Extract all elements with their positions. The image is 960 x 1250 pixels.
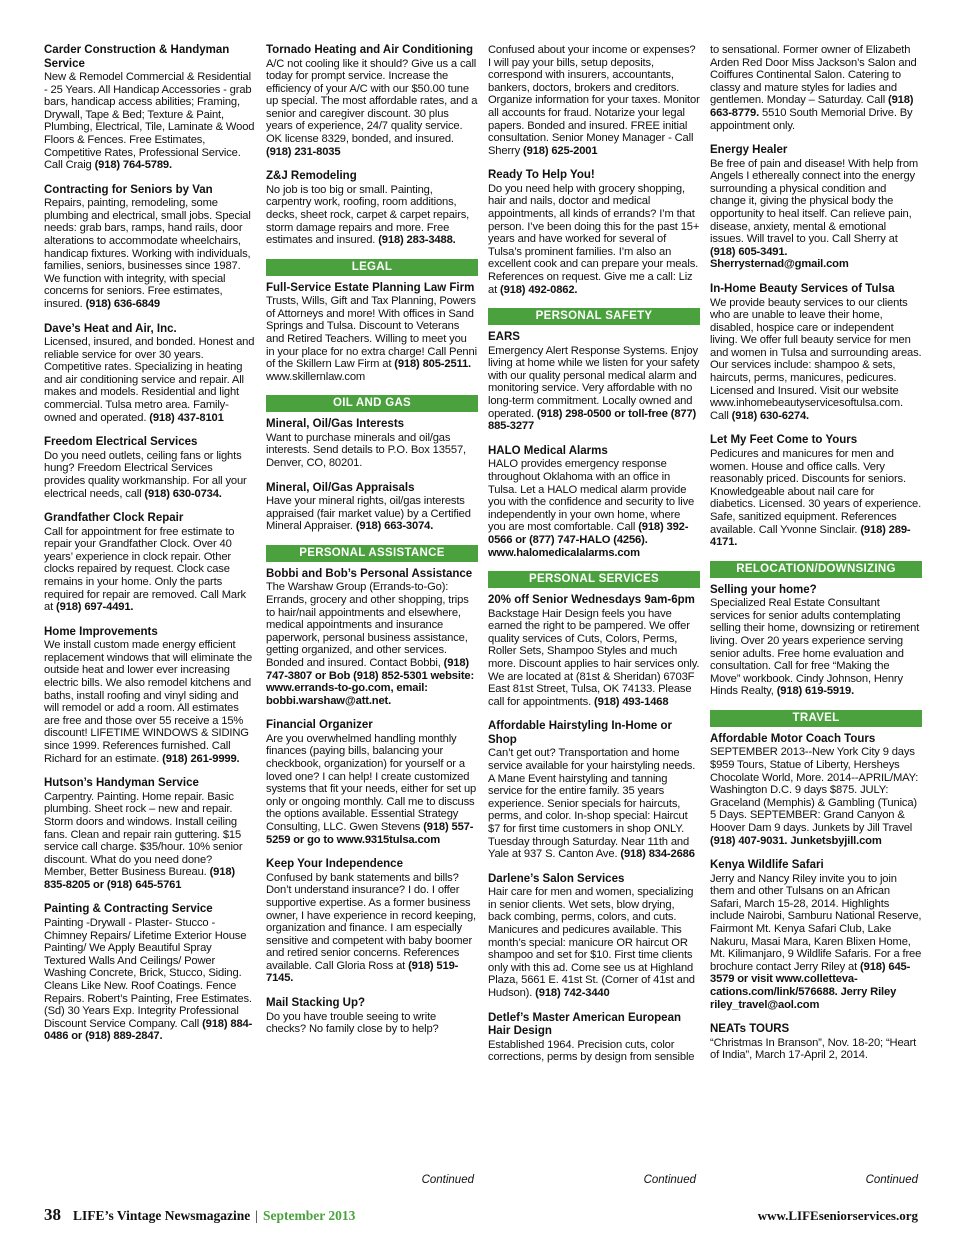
ad-extra: 5510 South Memorial Drive. By appointment only. <box>710 106 913 132</box>
classified-ad <box>44 903 256 1042</box>
classified-ad <box>710 859 922 1011</box>
ad-text: Trusts, Wills, Gift and Tax Planning, Powers of Attorneys and more! With offices in Sand Springs and Tulsa. Discount to Veterans and Retired Teachers. Willing to meet you in your place for no extra charge! Call Penni of the Skillern Law Firm at <box>266 295 477 371</box>
ad-body <box>710 597 922 698</box>
ad-contact: (918) 407-9031. Junketsbyjill.com <box>710 834 882 847</box>
ad-contact: (918) 834-2686 <box>620 848 695 861</box>
classified-ad <box>44 184 256 311</box>
classified-ad <box>710 144 922 271</box>
ad-contact: (918) 261-9999. <box>162 752 240 765</box>
issue-date: September 2013 <box>262 1208 356 1223</box>
ad-contact: (918) 231-8035 <box>266 145 341 158</box>
classified-ad <box>488 873 700 1000</box>
ad-title: Ready To Help You! <box>488 169 595 182</box>
ad-title: EARS <box>488 331 520 344</box>
ad-body <box>44 336 256 424</box>
ad-body <box>44 917 256 1043</box>
classified-ad <box>44 777 256 891</box>
ad-title: Mineral, Oil/Gas Interests <box>266 418 405 431</box>
ad-body <box>44 450 256 500</box>
category-header: OIL AND GAS <box>266 395 478 412</box>
ad-text: Emergency Alert Response Systems. Enjoy living at home while we listen for your safety with our quality personal medical alarm and monitoring service. Very affordable with no long-term commitment. Locally owned and operated. <box>488 344 700 420</box>
ad-text: Specialized Real Estate Consultant services for senior adults contemplating selling their home, downsizing or retirement living. Over 20 years experience serving senior adults. Free home evaluation and consultation. Call for free “Making the Move” workbook. Cindy Johnson, Henry Hinds Realty, <box>710 597 920 698</box>
category-header: LEGAL <box>266 259 478 276</box>
ad-text: Painting -Drywall - Plaster- Stucco - Chimney Repairs/ Lifetime Exterior House Painting/ We Apply Beautiful Spray Textured Walls And Ceilings/ Power Washing Concrete, Brick, Stucco, Siding. Cleans Like New. Roof Coatings. Fence Repairs. Robert’s Painting, Free Estimates. (Sd) 30 Years Exp. Integrity Professional Discount Service Company. Call <box>44 916 252 1030</box>
ad-extra: www.skillernlaw.com <box>266 370 366 383</box>
ad-body <box>710 1037 922 1062</box>
ad-text: Have your mineral rights, oil/gas interests appraised (fair market value) by a Certified Mineral Appraiser. <box>266 495 471 533</box>
ad-text: Want to purchase minerals and oil/gas interests. Send details to P.O. Box 13557, Denver, CO, 80201. <box>266 431 466 470</box>
page-footer <box>44 1205 918 1227</box>
ad-text: New & Remodel Commercial & Residential - 25 Years. All Handicap Accessories - grab bars, handicap access abilities; Framing, Drywall, Tape & Bed; Texture & Paint, Plumbing, Electrical, Tile, Laminate & Wood Floors & Fences. Free Estimates, Competitive Rates, Professional Service. Call Craig <box>44 71 255 172</box>
ad-body <box>488 183 700 296</box>
ad-text: Carpentry. Painting. Home repair. Basic plumbing. Sheet rock – new and repair. Storm doors and windows. Install ceiling fans. Clean and repair rain guttering. $15 service call charge. $35/hour. 10% senior discount. What do you need done? Member, Better Business Bureau. <box>44 790 243 879</box>
ad-title: Keep Your Independence <box>266 858 403 871</box>
ad-text: Jerry and Nancy Riley invite you to join them and other Tulsans on an African Safari, March 15-28, 2014. Highlights include Nairobi, Samburu National Reserve, Fairmont Mt. Kenya Safari Club, Lake Nakuru, Masai Mara, Karen Blixen Home, Mt. Kilimanjaro, 9 Wildlife Safaris. For a free brochure contact Jerry Riley at <box>710 872 922 973</box>
ad-body <box>488 458 700 559</box>
ad-contact: (918) 557-5259 or go to www.9315tulsa.com <box>266 821 474 846</box>
ad-contact: (918) 437-8101 <box>149 411 224 424</box>
category-header: PERSONAL SERVICES <box>488 571 700 588</box>
website-link[interactable]: www.LIFEseniorservices.org <box>757 1208 918 1223</box>
ad-title: NEATs TOURS <box>710 1023 790 1036</box>
classified-ad <box>710 733 922 847</box>
classified-ad <box>266 170 478 246</box>
ad-contact: (918) 298-0500 or toll-free (877) 885-3277 <box>488 407 697 433</box>
column-3 <box>488 44 700 1186</box>
ad-contact: (918) 289-4171. <box>710 523 911 549</box>
ad-contact: (918) 697-4491. <box>56 601 134 614</box>
ad-contact: (918) 625-2001 <box>523 144 598 157</box>
ad-contact: (918) 884-0486 or (918) 889-2847. <box>44 1017 253 1043</box>
ad-body <box>710 297 922 423</box>
ad-contact: (918) 630-6274. <box>731 409 810 422</box>
ad-body <box>488 608 700 709</box>
ad-title: In-Home Beauty Services of Tulsa <box>710 283 895 295</box>
classified-ad <box>266 568 478 707</box>
ad-text: Pedicures and manicures for men and women. House and office calls. Very reasonably priced. Discounts for seniors. Knowledgeable about nail care for diabetics. Licensed. 30 years of experience. Safe, sanitized equipment. References available. Call Yvonne Sinclair. <box>710 447 922 536</box>
ad-text: No job is too big or small. Painting, carpentry work, roofing, room additions, decks, sheet rock, carpet & carpet repairs, storm damage repairs and more. Free estimates and insured. <box>266 183 470 247</box>
ad-text: Do you have trouble seeing to write checks? No family close by to help? <box>266 1010 439 1036</box>
ad-title: Kenya Wildlife Safari <box>710 859 824 872</box>
ad-contact: (918) 519-7145. <box>266 959 459 985</box>
ad-title: Detlef’s Master American European Hair Design <box>488 1011 682 1038</box>
ad-contact: (918) 630-0734. <box>144 487 222 500</box>
ad-contact: (918) 805-2511. <box>394 358 471 371</box>
ad-contact: (918) 663-8779. <box>710 94 914 119</box>
ad-text: HALO provides emergency response throughout Oklahoma with an office in Tulsa. Let a HALO medical alarm provide you with the confidence and security to live independently in your own home, where you are most comfortable. Call <box>488 458 695 534</box>
ad-body <box>266 733 478 846</box>
ad-text: Established 1964. Precision cuts, color corrections, perms by design from sensible <box>488 1038 695 1064</box>
ad-body <box>266 295 478 383</box>
ad-body <box>488 747 700 860</box>
ad-text: A/C not cooling like it should? Give us a call today for prompt service. Increase the efficiency of your A/C with our $50.00 tune up special. The most affordable rates, and a senior and caregiver discount. 30 plus years of experience, 24/7 quality service. OK license 8329, bonded, and insured. <box>266 57 478 146</box>
ad-contact: (918) 636-6849 <box>85 298 160 310</box>
continued-label: Continued <box>643 1174 696 1186</box>
ad-title: Financial Organizer <box>266 719 373 732</box>
column-4 <box>710 44 922 1186</box>
classified-ad <box>488 331 700 433</box>
ad-title: Freedom Electrical Services <box>44 436 198 449</box>
ad-text: Can’t get out? Transportation and home service available for your hairstyling needs. A Mane Event hairstyling and tanning service for the entire family. 35 years experience. Senior specials for haircuts, perms, and color. In-shop special: Haircut $7 for first time customers in shop ONLY. Tuesday through Saturday. Near 11th and Yale at 937 S. Canton Ave. <box>488 747 696 861</box>
classified-ad <box>710 1023 922 1062</box>
ad-body <box>266 1011 478 1036</box>
ad-text: Confused by bank statements and bills? Don’t understand insurance? I do. I offer supportive expertise. As a former business owner, I have experience in record keeping, organization and finance. I am especially sensitive and competent with baby boomer and retired senior concerns. References available. Call Gloria Ross at <box>266 871 476 972</box>
classified-ad <box>488 445 700 559</box>
classified-ad <box>44 512 256 614</box>
ad-body <box>266 184 478 247</box>
ad-text: The Warshaw Group (Errands-to-Go): Errands, grocery and other shopping, trips to hair/nail appointments and elsewhere, medical appointments and insurance paperwork, personal business assistance, getting organized, and other services. Bonded and insured. Contact Bobbi, <box>266 581 469 669</box>
ad-contact: (918) 283-3488. <box>378 234 456 247</box>
ad-body <box>266 58 478 159</box>
ad-body <box>710 158 922 271</box>
ad-body <box>44 526 256 614</box>
ad-contact: (918) 747-3807 or Bob (918) 852-5301 website: www.errands-to-go.com, email: bobbi.warshaw@att.net. <box>266 657 475 707</box>
ad-title: Affordable Motor Coach Tours <box>710 732 876 745</box>
ad-body <box>266 872 478 985</box>
ad-body <box>710 873 922 1012</box>
classified-ad <box>44 44 256 172</box>
ad-contact: (918) 742-3440 <box>535 986 610 999</box>
ad-title: Dave’s Heat and Air, Inc. <box>44 322 177 335</box>
ad-body <box>44 639 256 765</box>
classified-ad <box>710 584 922 698</box>
ad-title: Home Improvements <box>44 625 158 638</box>
ad-text: We provide beauty services to our clients who are unable to leave their home, disabled, hospice care or independent living. We offer full beauty service for men and women in Tulsa and surrounding areas. Our services include: shampoo & sets, haircuts, perms, manicures, pedicures. Licensed and Insured. Visit our website www.inhomebeautyservicesoftulsa.com. Call <box>710 296 922 422</box>
ad-text: Do you need help with grocery shopping, hair and nails, doctor and medical appointments, all kinds of errands? I’m that person. I’ve been doing this for the past 15+ years and have worked for several of Tulsa’s prominent families. I’m also an excellent cook and can prepare your meals. References on request. Give me a call: Liz at <box>488 182 700 296</box>
classified-ad <box>488 44 700 157</box>
ad-text: Be free of pain and disease! With help from Angels I ethereally connect into the energy surrounding a physical condition and change it, giving the physical body the opportunity to heal itself. Can relieve pain, disease, anxiety, mental & emotional issues. Will travel to you. Call Sherry at <box>710 157 919 246</box>
classified-ad <box>710 283 922 422</box>
ad-text: Repairs, painting, remodeling, some plumbing and electrical, small jobs. Special needs: grab bars, ramps, hand rails, door alterations to accommodate wheelchairs, handicap fixtures. Working with individuals, families, seniors, businesses since 1987. We function with integrity, with special concerns for seniors. Free estimates, insured. <box>44 197 251 310</box>
ad-body <box>266 581 478 707</box>
classified-columns <box>44 44 924 1186</box>
ad-title: Grandfather Clock Repair <box>44 512 184 525</box>
ad-body <box>710 448 922 549</box>
ad-text: Hair care for men and women, specializing in senior clients. Wet sets, blow drying, back combing, perms, colors, and cuts. Manicures and pedicures available. This month’s special: manicure OR haircut OR shampoo and set for $10. First time clients only with this ad. Come see us at Highland Plaza, 5661 E. 41st St. (Corner of 41st and Hudson). <box>488 886 695 999</box>
continued-label: Continued <box>865 1174 918 1186</box>
classified-ad <box>44 626 256 765</box>
ad-body <box>44 197 256 310</box>
ad-text: Call for appointment for free estimate to repair your Grandfather Clock. Over 40 years’ experience in clock repair. Other clocks repaired by request. Clock case remains in your home. Only the parts required for repair are removed. Call Mark at <box>44 525 246 614</box>
ad-title: Hutson’s Handyman Service <box>44 777 199 790</box>
ad-body <box>266 495 478 533</box>
classified-ad <box>266 482 478 533</box>
ad-title: Painting & Contracting Service <box>44 903 213 916</box>
classified-ad <box>266 997 478 1036</box>
ad-text: to sensational. Former owner of Elizabeth Arden Red Door Miss Jackson’s Salon and Coiffures Continental Salon. Catering to classy and mature styles for ladies and gentlemen. Monday – Saturday. Call <box>710 44 917 107</box>
magazine-title: LIFE’s Vintage Newsmagazine <box>73 1208 251 1223</box>
category-header: TRAVEL <box>710 710 922 727</box>
classified-ad <box>266 719 478 846</box>
ad-title: Affordable Hairstyling In-Home or Shop <box>488 720 673 746</box>
category-header: RELOCATION/DOWNSIZING <box>710 561 922 578</box>
ad-body <box>44 71 256 172</box>
ad-title: Mineral, Oil/Gas Appraisals <box>266 481 415 494</box>
ad-contact: (918) 835-8205 or (918) 645-5761 <box>44 866 235 891</box>
ad-title: Full-Service Estate Planning Law Firm <box>266 281 475 294</box>
ad-contact: (918) 645-3579 or visit www.colletteva-cations.com/link/576688. Jerry Riley riley_travel@aol.com <box>710 960 911 1011</box>
ad-text: Do you need outlets, ceiling fans or lights hung? Freedom Electrical Services provides quality workmanship. For all your electrical needs, call <box>44 449 247 500</box>
classified-ad <box>266 282 478 384</box>
page-number: 38 <box>44 1205 61 1224</box>
classified-ad <box>488 1012 700 1064</box>
ad-body <box>488 1039 700 1064</box>
ad-contact: (918) 663-3074. <box>355 520 434 533</box>
ad-contact: (918) 492-0862. <box>500 283 578 296</box>
ad-text: “Christmas In Branson”, Nov. 18-20; “Heart of India”, March 17-April 2, 2014. <box>710 1036 917 1062</box>
ad-contact: (918) 619-5919. <box>776 685 855 698</box>
classified-ad <box>44 323 256 425</box>
ad-body <box>710 44 922 132</box>
ad-title: Mail Stacking Up? <box>266 997 366 1010</box>
continued-label: Continued <box>421 1174 474 1186</box>
ad-title: 20% off Senior Wednesdays 9am-6pm <box>488 594 695 607</box>
ad-contact: (918) 392-0566 or (877) 747-HALO (4256). www.halomedicalalarms.com <box>488 521 689 559</box>
ad-title: Let My Feet Come to Yours <box>710 434 858 447</box>
column-1 <box>44 44 256 1186</box>
ad-text: Backstage Hair Design feels you have earned the right to be pampered. We offer quality services of Cuts, Colors, Perms, Roller Sets, Shampoo Styles and much more. Discount applies to hair services only. We are located at (81st & Sheridan) 6703F East 81st Street, Tulsa, OK 74133. Please call for appointments. <box>488 607 700 708</box>
ad-body <box>44 791 256 892</box>
ad-title: Selling your home? <box>710 583 817 596</box>
classified-ad <box>710 44 922 132</box>
ad-title: Z&J Remodeling <box>266 170 357 183</box>
ad-body <box>710 746 922 847</box>
classified-ad <box>266 44 478 158</box>
ad-title: Contracting for Seniors by Van <box>44 183 213 196</box>
ad-title: Energy Healer <box>710 144 788 157</box>
ad-body <box>488 886 700 999</box>
ad-title: Darlene’s Salon Services <box>488 872 625 885</box>
classified-ad <box>266 858 478 985</box>
classified-ad <box>266 418 478 469</box>
ad-body <box>488 345 700 433</box>
classified-ad <box>488 169 700 296</box>
ad-text: SEPTEMBER 2013--New York City 9 days $959 Tours, Statue of Liberty, Hersheys Chocolate World, More. 2014--APRIL/MAY: Washington D.C. 9 days $875. JULY: Graceland (Memphis) & Gambling (Tunica) 5 Days. SEPTEMBER: Grand Canyon & Hoover Dam 9 days. Junkets by Jill Travel <box>710 746 919 834</box>
ad-text: We install custom made energy efficient replacement windows that will eliminate the outside heat and lower ever increasing electric bills. We also remodel kitchens and baths, install roofing and vinyl siding and will remodel or add a room. All estimates are free and those over 55 receive a 15% discount! LIFETIME WINDOWS & SIDING since 1999. References furnished. Call Richard for an estimate. <box>44 639 253 765</box>
ad-text: Confused about your income or expenses? I will pay your bills, setup deposits, correspond with insurers, accountants, bankers, doctors, brokers and creditors. Organize information for your taxes. Monitor all accounts for fraud. Notarize your legal papers. Bonded and insured. FREE initial consultation. Senior Money Manager - Call Sherry <box>488 44 700 157</box>
ad-body <box>488 44 700 157</box>
ad-contact: (918) 493-1468 <box>594 695 669 708</box>
ad-body <box>266 432 478 470</box>
classified-ad <box>488 720 700 860</box>
ad-contact: (918) 764-5789. <box>94 159 172 172</box>
classified-ad <box>488 594 700 708</box>
ad-title: HALO Medical Alarms <box>488 444 608 457</box>
ad-contact: (918) 605-3491. Sherrysternad@gmail.com <box>710 245 849 271</box>
ad-title: Bobbi and Bob’s Personal Assistance <box>266 567 473 580</box>
ad-text: Are you overwhelmed handling monthly finances (paying bills, balancing your checkbook, organization) for yourself or a loved one? I can help! I create customized systems that fit your needs, either for set up only or ongoing monthly. Call me to discuss the options available. Essential Strategy Consulting, LLC. Gwen Stevens <box>266 732 477 834</box>
category-header: PERSONAL SAFETY <box>488 308 700 325</box>
classified-ad <box>710 434 922 548</box>
ad-text: Licensed, insured, and bonded. Honest and reliable service for over 30 years. Competitive rates. Specializing in heating and air conditioning service and repair. All makes and models. Residential and light commercial. Tulsa metro area. Family-owned and operated. <box>44 336 255 424</box>
footer-separator: | <box>255 1208 258 1223</box>
ad-title: Tornado Heating and Air Conditioning <box>266 44 473 56</box>
column-2 <box>266 44 478 1186</box>
classified-ad <box>44 436 256 500</box>
category-header: PERSONAL ASSISTANCE <box>266 545 478 562</box>
ad-title: Carder Construction & Handyman Service <box>44 44 230 70</box>
